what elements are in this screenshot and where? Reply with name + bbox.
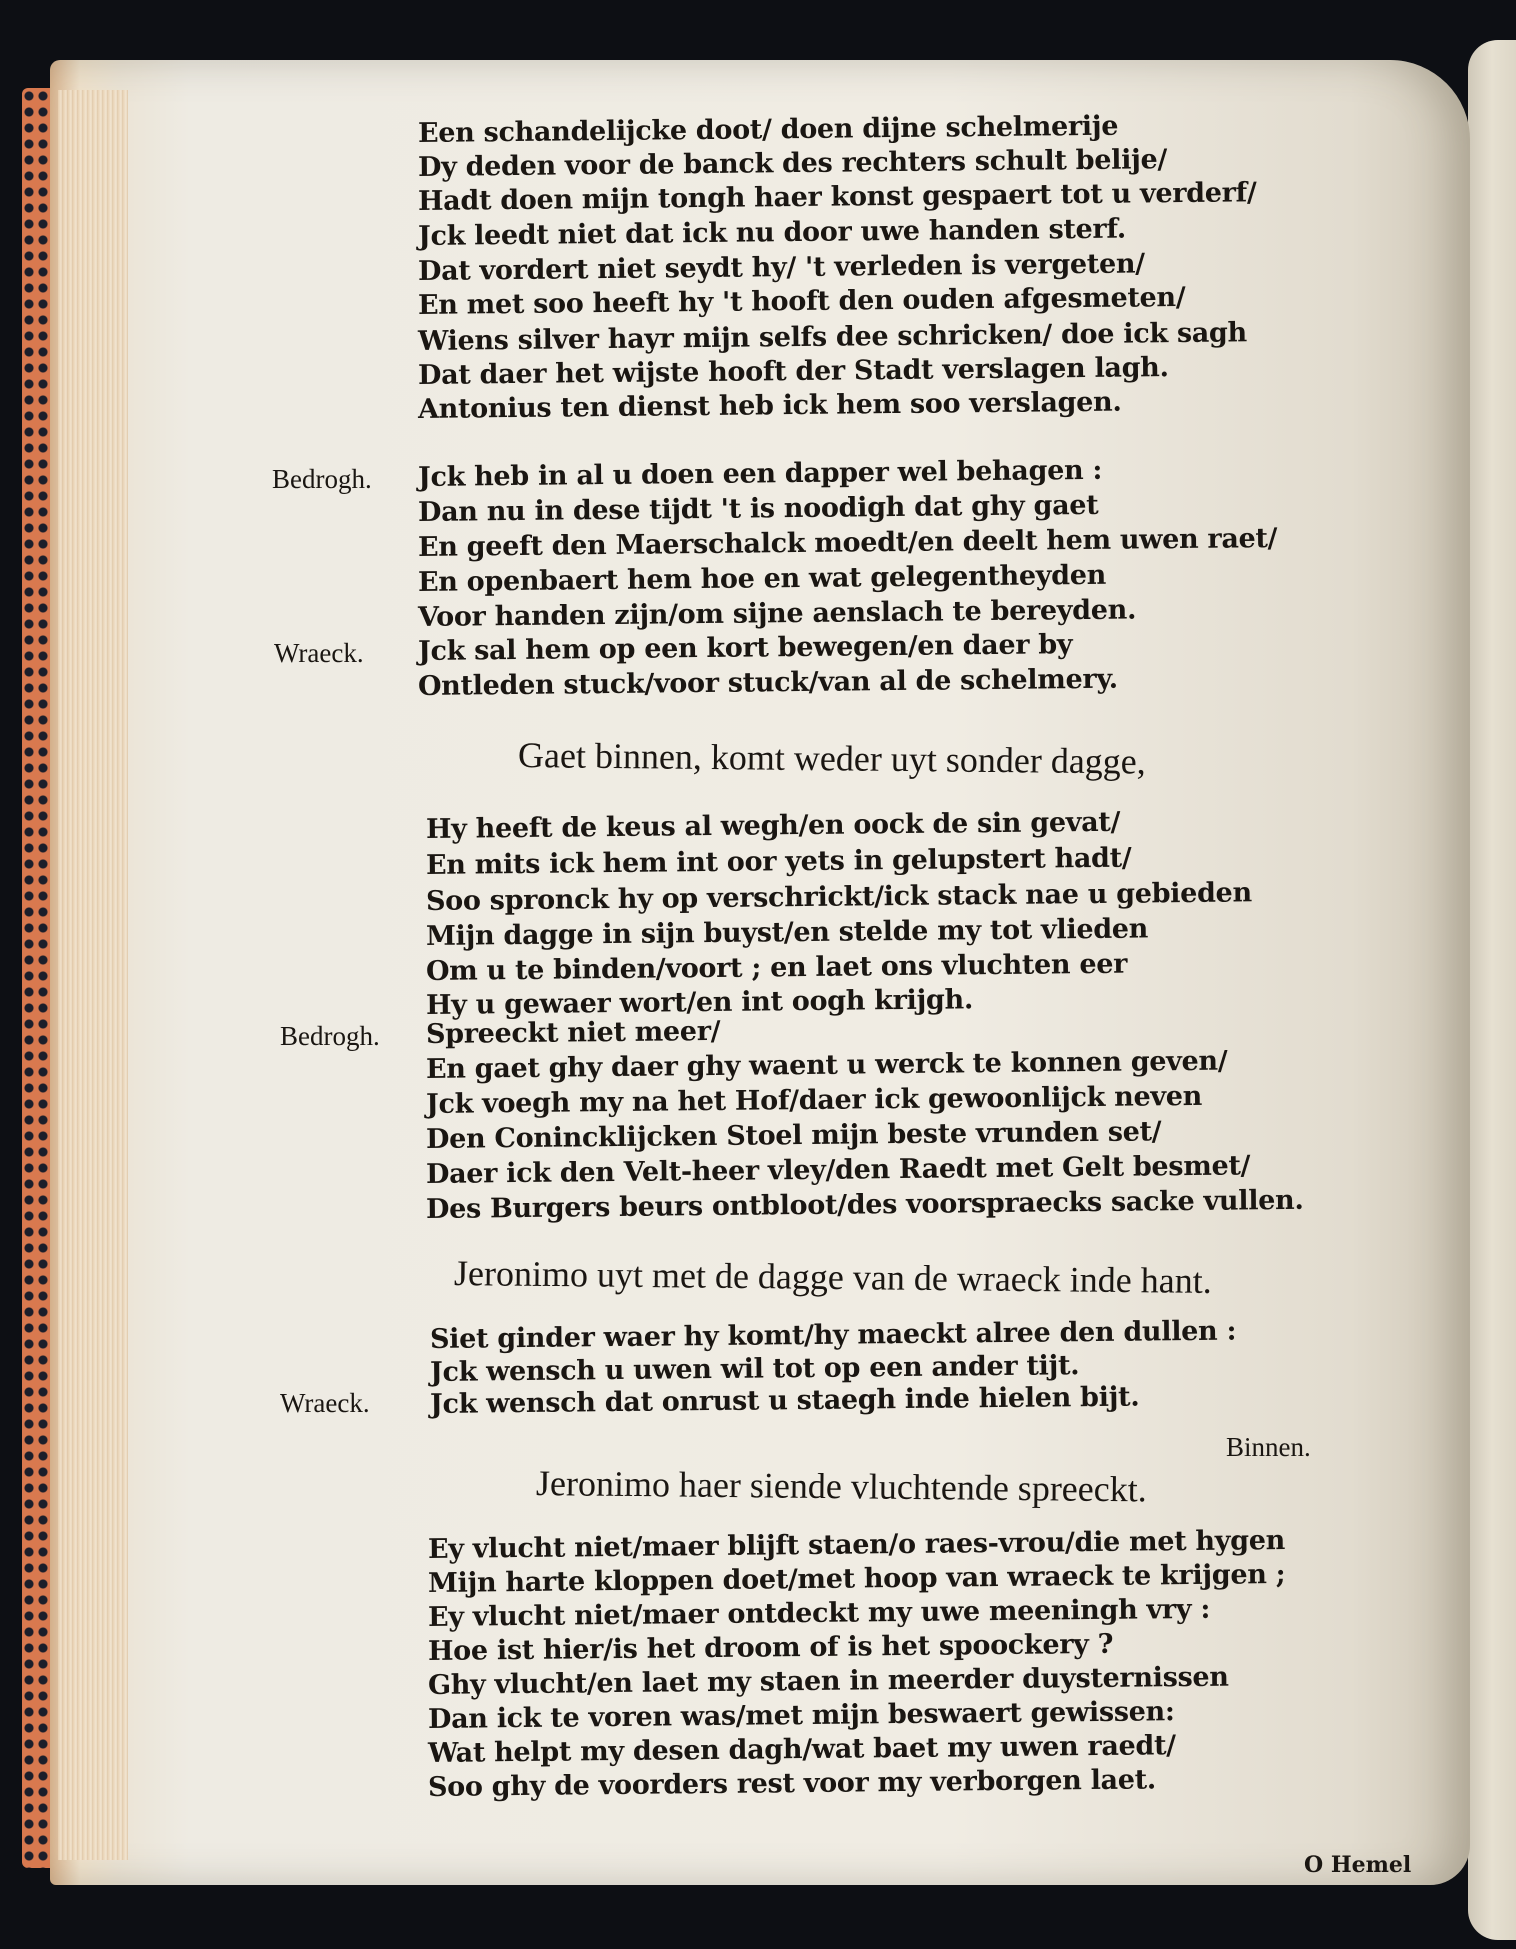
- speaker-name: Wraeck.: [280, 1388, 370, 1418]
- verse-line: Dan nu in dese tijdt 't is noodigh dat ghy gaet: [417, 489, 1099, 528]
- exit-direction: Binnen.: [1226, 1432, 1311, 1462]
- verse-line: Dat daer het wijste hooft der Stadt verslagen lagh.: [417, 352, 1169, 391]
- verse-line: En geeft den Maerschalck moedt/en deelt hem uwen raet/: [417, 523, 1278, 563]
- verse-line: En gaet ghy daer ghy waent u werck te konnen geven/: [425, 1045, 1228, 1085]
- verse-line: Soo spronck hy op verschrickt/ick stack nae u gebieden: [425, 877, 1252, 917]
- verse-line: Hoe ist hier/is het droom of is het spoockery ?: [427, 1628, 1114, 1667]
- verse-line: Des Burgers beurs ontbloot/des voorspraecks sacke vullen.: [425, 1184, 1304, 1225]
- stage-direction: Jeronimo uyt met de dagge van de wraeck inde hant.: [453, 1253, 1212, 1301]
- verse-line: Ey vlucht niet/maer ontdeckt my uwe meeningh vry :: [427, 1593, 1211, 1633]
- verse-line: Jck heb in al u doen een dapper wel behagen :: [417, 454, 1103, 493]
- verse-line: En met soo heeft hy 't hooft den ouden afgesmeten/: [417, 281, 1186, 321]
- verse-line: Hy heeft de keus al wegh/en oock de sin gevat/: [425, 806, 1121, 845]
- verse-line: Jck leedt niet dat ick nu door uwe handen sterf.: [417, 213, 1127, 252]
- verse-line: Voor handen zijn/om sijne aenslach te bereyden.: [417, 594, 1137, 633]
- verse-line: Hy u gewaer wort/en int oogh krijgh.: [425, 984, 974, 1021]
- verse-line: Jck voegh my na het Hof/daer ick gewoonlijck neven: [425, 1080, 1203, 1120]
- verse-line: Jck sal hem op een kort bewegen/en daer by: [417, 629, 1073, 667]
- speaker-name: Wraeck.: [274, 638, 364, 668]
- verse-line: Hadt doen mijn tongh haer konst gespaert tot u verderf/: [417, 177, 1257, 217]
- speaker-name: Bedrogh.: [280, 1021, 380, 1051]
- verse-line: Jck wensch dat onrust u staegh inde hielen bijt.: [429, 1381, 1140, 1420]
- verse-line: Daer ick den Velt-heer vley/den Raedt met Gelt besmet/: [425, 1150, 1251, 1190]
- verse-line: Een schandelijcke doot/ doen dijne schelmerije: [417, 110, 1119, 149]
- verse-line: Mijn dagge in sijn buyst/en stelde my tot vlieden: [425, 913, 1149, 952]
- verse-line: Wat helpt my desen dagh/wat baet my uwen raedt/: [427, 1730, 1176, 1769]
- verse-line: Om u te binden/voort ; en laet ons vluchten eer: [425, 948, 1128, 987]
- verse-line: Mijn harte kloppen doet/met hoop van wraeck te krijgen ;: [427, 1559, 1286, 1599]
- verse-line: Spreeckt niet meer/: [425, 1015, 721, 1050]
- stage-direction: Jeronimo haer siende vluchtende spreeckt.: [535, 1463, 1147, 1510]
- catchword: O Hemel: [1304, 1852, 1412, 1878]
- verse-line: Den Conincklĳcken Stoel mijn beste vrunden set/: [425, 1116, 1162, 1155]
- verse-line: Ontleden stuck/voor stuck/van al de schelmery.: [417, 663, 1118, 702]
- verse-line: Wiens silver hayr mijn selfs dee schricken/ doe ick sagh: [417, 317, 1248, 357]
- verse-line: Dat vordert niet seydt hy/ 't verleden is vergeten/: [417, 248, 1145, 287]
- verse-line: En mits ick hem int oor yets in gelupstert hadt/: [425, 842, 1132, 881]
- verse-line: En openbaert hem hoe en wat gelegentheyden: [417, 559, 1107, 598]
- verse-line: Jck wensch u uwen wil tot op een ander tijt.: [429, 1350, 1080, 1388]
- verse-line: Dy deden voor de banck des rechters schult belije/: [417, 144, 1168, 183]
- verse-line: Ey vlucht niet/maer blijft staen/o raes-vrou/die met hygen: [427, 1525, 1286, 1565]
- verse-line: Antonius ten dienst heb ick hem soo verslagen.: [417, 386, 1122, 425]
- verse-line: Soo ghy de voorders rest voor my verborgen laet.: [427, 1764, 1157, 1803]
- stage-direction: Gaet binnen, komt weder uyt sonder dagge,: [517, 735, 1147, 782]
- speaker-name: Bedrogh.: [272, 464, 372, 494]
- verse-line: Ghy vlucht/en laet my staen in meerder duysternissen: [427, 1661, 1229, 1701]
- verse-line: Dan ick te voren was/met mijn beswaert gewissen:: [427, 1696, 1175, 1735]
- verse-line: Siet ginder waer hy komt/hy maeckt alree den dullen :: [429, 1315, 1237, 1355]
